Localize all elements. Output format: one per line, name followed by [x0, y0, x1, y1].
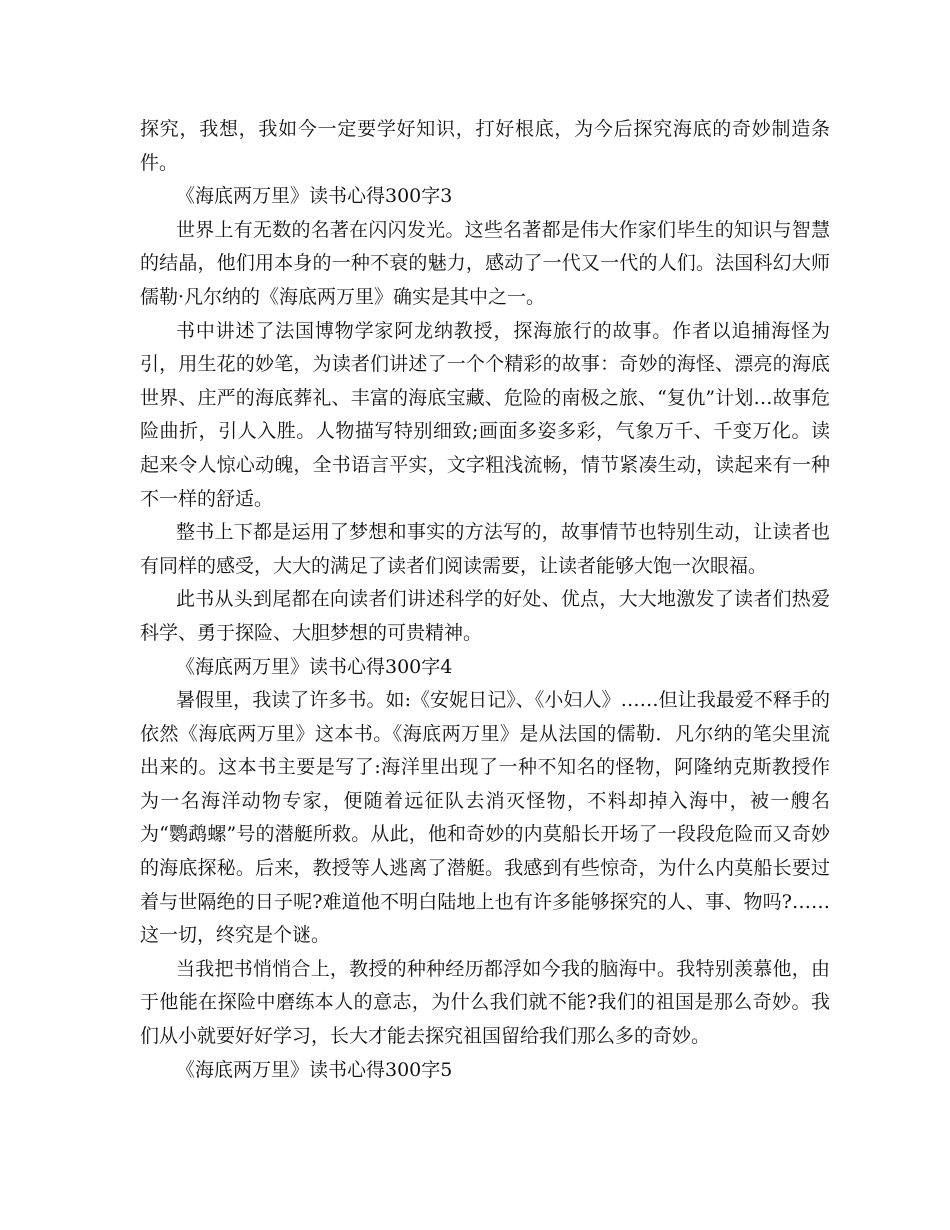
paragraph: 世界上有无数的名著在闪闪发光。这些名著都是伟大作家们毕生的知识与智慧的结晶，他们用本身的一种不衰的魅力，感动了一代又一代的人们。法国科幻大师儒勒·凡尔纳的《海底两万里》确实是其中之一。	[140, 218, 830, 308]
paragraph: 当我把书悄悄合上，教授的种种经历都浮如今我的脑海中。我特别羡慕他，由于他能在探险中磨练本人的意志，为什么我们就不能?我们的祖国是那么奇妙。我们从小就要好好学习，长大才能去探究祖国留给我们那么多的奇妙。	[140, 957, 830, 1048]
paragraph: 暑假里，我读了许多书。如:《安妮日记》、《小妇人》……但让我最爱不释手的依然《海底两万里》这本书。《海底两万里》是从法国的儒勒．凡尔纳的笔尖里流出来的。这本书主要是写了:海洋里出现了一种不知名的怪物，阿隆纳克斯教授作为一名海洋动物专家，便随着远征队去消灭怪物，不料却掉入海中，被一艘名为“鹦鹉螺”号的潜艇所救。从此，他和奇妙的内莫船长开场了一段段危险而又奇妙的海底探秘。后来，教授等人逃离了潜艇。我感到有些惊奇，为什么内莫船长要过着与世隔绝的日子呢?难道他不明白陆地上也有许多能够探究的人、事、物吗?……这一切，终究是个谜。	[140, 689, 830, 947]
section-heading-5: 《海底两万里》读书心得300字5	[176, 1058, 453, 1081]
paragraph-continuation: 探究，我想，我如今一定要学好知识，打好根底，为今后探究海底的奇妙制造条件。	[140, 118, 830, 174]
paragraph: 书中讲述了法国博物学家阿龙纳教授，探海旅行的故事。作者以追捕海怪为引，用生花的妙笔，为读者们讲述了一个个精彩的故事：奇妙的海怪、漂亮的海底世界、庄严的海底葬礼、丰富的海底宝藏、危险的南极之旅、“复仇”计划…故事危险曲折，引人入胜。人物描写特别细致;画面多姿多彩，气象万千、千变万化。读起来令人惊心动魄，全书语言平实，文字粗浅流畅，情节紧凑生动，读起来有一种不一样的舒适。	[140, 319, 830, 510]
paragraph: 整书上下都是运用了梦想和事实的方法写的，故事情节也特别生动，让读者也有同样的感受，大大的满足了读者们阅读需要，让读者能够大饱一次眼福。	[140, 521, 830, 577]
section-heading-3: 《海底两万里》读书心得300字3	[176, 185, 453, 208]
document-body	[140, 113, 830, 1087]
section-heading-4: 《海底两万里》读书心得300字4	[176, 655, 453, 678]
paragraph: 此书从头到尾都在向读者们讲述科学的好处、优点，大大地激发了读者们热爱科学、勇于探险、大胆梦想的可贵精神。	[140, 588, 830, 644]
